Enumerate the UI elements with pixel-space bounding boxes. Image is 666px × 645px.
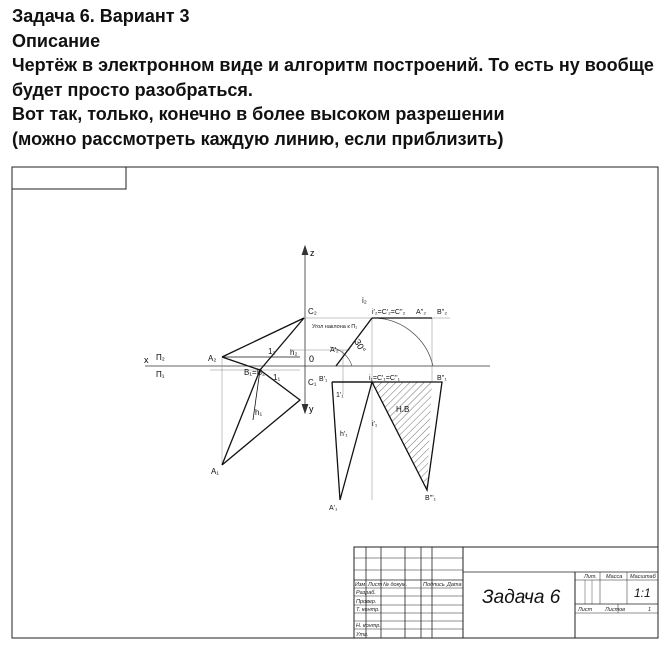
horizontal-projection [222, 370, 300, 465]
tb-col-doc: № докум. [383, 582, 408, 588]
line-h2-label: h₂ [290, 348, 298, 357]
tb-col-date: Дата [447, 582, 462, 588]
description-line: Чертёж в электронном виде и алгоритм построений. То есть ну вообще [12, 55, 654, 75]
angle-value: 30° [352, 337, 368, 355]
tb-listov-value: 1 [648, 607, 652, 613]
tb-row-prov: Провер. [356, 599, 377, 605]
point-b1b2-label: B₁=B₂ [244, 368, 266, 377]
tb-row-utv: Утв. [356, 632, 369, 638]
point-b1ppp-label: B'''₁ [425, 495, 437, 502]
point-a2-label: A₂ [208, 354, 217, 363]
hatched-region [372, 382, 432, 490]
point-i2-eq-label: i'₂=C'₂=C''₂ [372, 309, 406, 316]
axis-x-label: x [144, 355, 149, 365]
line-h1-label: h₁ [255, 408, 263, 417]
plane-pi1-label: Π₁ [156, 370, 165, 379]
task-title: Задача 6. Вариант 3 [12, 6, 190, 26]
point-i1-eq-label: i₁=C'₁=C''₁ [369, 375, 400, 382]
tb-row-razrab: Разраб. [356, 590, 376, 596]
tb-scale: 1:1 [634, 586, 651, 600]
plane-pi2-label: Π₂ [156, 353, 165, 362]
description-line: (можно рассмотреть каждую линию, если приблизить) [12, 128, 504, 149]
axis-z-label: z [310, 248, 315, 258]
line-h1p-label: h'₁ [340, 431, 348, 438]
point-11p-label: 1'₁ [336, 392, 344, 399]
point-b2p-label: B''₂ [437, 309, 448, 316]
point-c1-label: C₁ [308, 378, 317, 387]
origin-label: 0 [309, 354, 315, 364]
frontal-projection [222, 318, 304, 370]
drawing-title: Задача 6 [482, 587, 561, 608]
point-a1p-label: A'₁ [329, 505, 338, 512]
tb-masshtab: Масштаб [630, 574, 656, 580]
tb-row-nkontr: Н. контр. [356, 623, 381, 629]
section-heading: Описание [12, 30, 101, 51]
tb-row-tkontr: Т. контр. [356, 607, 380, 613]
point-a2p-label: A''₂ [416, 309, 427, 316]
tb-massa: Масса [606, 574, 623, 580]
tb-col-izm: Изм [355, 582, 366, 588]
point-c2-label: C₂ [308, 307, 317, 316]
point-11-label: 1₁ [273, 373, 281, 382]
point-12-label: 1₂ [268, 347, 276, 356]
point-i2-label: i₂ [362, 296, 367, 305]
point-b1p-label: B'₁ [319, 376, 328, 383]
point-a2pp-label: A'₂ [330, 347, 339, 354]
top-left-stamp [12, 167, 126, 189]
tb-col-sign: Подпись [423, 582, 445, 588]
point-b1pp-label: B''₁ [437, 375, 447, 382]
point-a1-label: A₁ [211, 467, 220, 476]
point-i1p-label: i'₁ [372, 421, 378, 428]
axis-y-label: y [309, 404, 314, 414]
angle-note: Угол наклона к Π₁ [312, 324, 358, 330]
description-line: Вот так, только, конечно в более высоком разрешении [12, 104, 505, 124]
true-size-label: H.B [396, 405, 410, 414]
tb-lit: Лит. [584, 574, 597, 580]
tb-col-list: Лист [368, 582, 383, 588]
description-line: будет просто разобраться. [12, 79, 253, 100]
tb-listov: Листов [605, 607, 626, 613]
sheet-frame [12, 167, 658, 638]
rotation-arc [372, 318, 433, 366]
tb-list: Лист [578, 607, 593, 613]
